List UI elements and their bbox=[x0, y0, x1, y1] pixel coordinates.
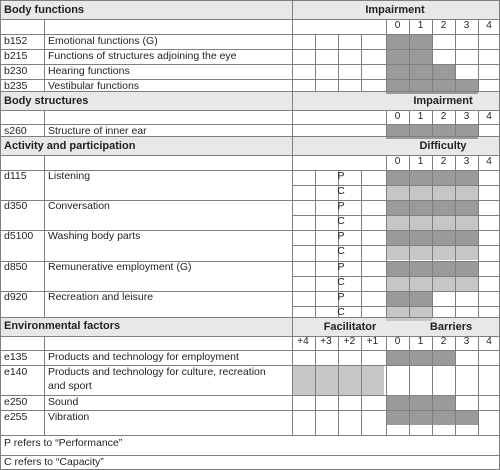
row-label: Hearing functions bbox=[48, 65, 130, 77]
row-label: Sound bbox=[48, 396, 79, 408]
level-cell bbox=[386, 170, 409, 185]
scale-4: 4 bbox=[486, 336, 492, 347]
row-label: Recreation and leisure bbox=[48, 291, 154, 303]
row-label: Functions of structures adjoining the eye bbox=[48, 50, 237, 62]
level-cell bbox=[386, 64, 409, 79]
level-cell bbox=[455, 410, 478, 425]
scale-4: 4 bbox=[486, 20, 492, 31]
row-label: Listening bbox=[48, 170, 91, 182]
facilitator-scale: +4 bbox=[297, 336, 309, 347]
level-cell bbox=[409, 395, 432, 410]
facilitator-scale: +2 bbox=[343, 336, 356, 347]
level-cell bbox=[386, 215, 409, 230]
section-title-body-functions: Body functions bbox=[4, 4, 85, 16]
row-label: Remunerative employment (G) bbox=[48, 261, 192, 273]
level-cell bbox=[386, 185, 409, 200]
performance-marker: P bbox=[337, 291, 345, 303]
level-cell bbox=[432, 230, 455, 245]
level-cell bbox=[386, 410, 409, 425]
scale-2: 2 bbox=[440, 20, 447, 31]
facilitator-scale: +1 bbox=[366, 336, 379, 347]
row-code: d350 bbox=[4, 200, 28, 212]
level-cell bbox=[409, 170, 432, 185]
performance-marker: P bbox=[337, 170, 345, 182]
level-cell bbox=[455, 185, 478, 200]
note-performance: P refers to “Performance” bbox=[4, 437, 123, 449]
facilitator-cell bbox=[338, 365, 361, 395]
level-cell bbox=[455, 170, 478, 185]
level-cell bbox=[386, 276, 409, 291]
level-cell bbox=[409, 261, 432, 276]
row-code: d5100 bbox=[4, 230, 34, 242]
capacity-marker: C bbox=[337, 245, 345, 257]
level-cell bbox=[409, 410, 432, 425]
performance-marker: P bbox=[337, 200, 345, 212]
scale-0: 0 bbox=[394, 20, 401, 31]
scale-2: 2 bbox=[440, 336, 447, 347]
capacity-marker: C bbox=[337, 185, 345, 197]
level-cell bbox=[386, 261, 409, 276]
level-cell bbox=[409, 49, 432, 64]
row-code: e255 bbox=[4, 411, 28, 423]
row-code: b152 bbox=[4, 35, 28, 47]
level-cell bbox=[386, 49, 409, 64]
scale-0: 0 bbox=[394, 156, 401, 167]
level-cell bbox=[455, 230, 478, 245]
level-cell bbox=[409, 64, 432, 79]
row-label bbox=[48, 366, 269, 392]
level-cell bbox=[432, 215, 455, 230]
scale-2: 2 bbox=[440, 156, 447, 167]
level-cell bbox=[455, 200, 478, 215]
barriers-header: Barriers bbox=[429, 321, 473, 333]
row-label-line-1: Products and technology for culture, recreation bbox=[48, 366, 266, 378]
performance-marker: P bbox=[337, 230, 345, 242]
note-capacity: C refers to “Capacity” bbox=[4, 456, 104, 468]
level-cell bbox=[432, 410, 455, 425]
level-cell bbox=[386, 395, 409, 410]
section-title-environmental: Environmental factors bbox=[4, 320, 121, 332]
facilitator-cell bbox=[292, 365, 315, 395]
scale-1: 1 bbox=[417, 111, 424, 122]
level-cell bbox=[386, 245, 409, 260]
capacity-marker: C bbox=[337, 276, 345, 288]
row-code: d920 bbox=[4, 291, 28, 303]
level-cell bbox=[409, 306, 432, 321]
level-cell bbox=[409, 291, 432, 306]
difficulty-header: Difficulty bbox=[419, 140, 467, 152]
level-cell bbox=[455, 215, 478, 230]
scale-3: 3 bbox=[463, 336, 470, 347]
level-cell bbox=[386, 350, 409, 365]
scale-1: 1 bbox=[417, 20, 424, 31]
capacity-marker: C bbox=[337, 306, 345, 318]
level-cell bbox=[432, 185, 455, 200]
level-cell bbox=[409, 350, 432, 365]
scale-0: 0 bbox=[394, 336, 401, 347]
row-label: Conversation bbox=[48, 200, 110, 212]
facilitator-cell bbox=[361, 365, 384, 395]
level-cell bbox=[386, 200, 409, 215]
scale-1: 1 bbox=[417, 336, 424, 347]
level-cell bbox=[432, 170, 455, 185]
impairment-header: Impairment bbox=[413, 95, 473, 107]
level-cell bbox=[409, 185, 432, 200]
scale-3: 3 bbox=[463, 20, 470, 31]
row-label: Products and technology for employment bbox=[48, 351, 239, 363]
level-cell bbox=[455, 276, 478, 291]
level-cell bbox=[432, 245, 455, 260]
level-cell bbox=[386, 34, 409, 49]
scale-3: 3 bbox=[463, 156, 470, 167]
row-code: d850 bbox=[4, 261, 28, 273]
level-cell bbox=[432, 261, 455, 276]
level-cell bbox=[432, 276, 455, 291]
row-label: Structure of inner ear bbox=[48, 125, 147, 137]
facilitator-cell bbox=[315, 365, 338, 395]
row-code: b230 bbox=[4, 65, 28, 77]
row-label: Vibration bbox=[48, 411, 90, 423]
row-code: d115 bbox=[4, 170, 27, 182]
row-label: Emotional functions (G) bbox=[48, 35, 158, 47]
scale-4: 4 bbox=[486, 156, 492, 167]
level-cell bbox=[455, 245, 478, 260]
level-cell bbox=[386, 291, 409, 306]
row-code: b215 bbox=[4, 50, 28, 62]
level-cell bbox=[386, 306, 409, 321]
section-title-body-structures: Body structures bbox=[4, 95, 89, 107]
level-cell bbox=[432, 64, 455, 79]
facilitator-scale: +3 bbox=[320, 336, 332, 347]
scale-3: 3 bbox=[463, 111, 470, 122]
level-cell bbox=[409, 215, 432, 230]
level-cell bbox=[455, 261, 478, 276]
level-cell bbox=[432, 350, 455, 365]
level-cell bbox=[409, 245, 432, 260]
performance-marker: P bbox=[337, 261, 345, 273]
row-label: Vestibular functions bbox=[48, 80, 140, 92]
row-label: Washing body parts bbox=[48, 230, 141, 242]
scale-1: 1 bbox=[417, 156, 424, 167]
level-cell bbox=[409, 230, 432, 245]
level-cell bbox=[432, 395, 455, 410]
row-code: e140 bbox=[4, 366, 28, 378]
impairment-header: Impairment bbox=[365, 4, 425, 16]
row-code: e250 bbox=[4, 396, 28, 408]
facilitator-header: Facilitator bbox=[323, 321, 377, 333]
row-code: e135 bbox=[4, 351, 28, 363]
level-cell bbox=[409, 34, 432, 49]
row-code: b235 bbox=[4, 80, 28, 92]
section-title-activity: Activity and participation bbox=[4, 140, 136, 152]
capacity-marker: C bbox=[337, 215, 345, 227]
scale-4: 4 bbox=[486, 111, 492, 122]
level-cell bbox=[386, 230, 409, 245]
row-label-line-2: and sport bbox=[48, 380, 92, 392]
scale-2: 2 bbox=[440, 111, 447, 122]
scale-0: 0 bbox=[394, 111, 401, 122]
level-cell bbox=[432, 200, 455, 215]
row-code: s260 bbox=[4, 125, 27, 137]
level-cell bbox=[409, 200, 432, 215]
level-cell bbox=[409, 276, 432, 291]
